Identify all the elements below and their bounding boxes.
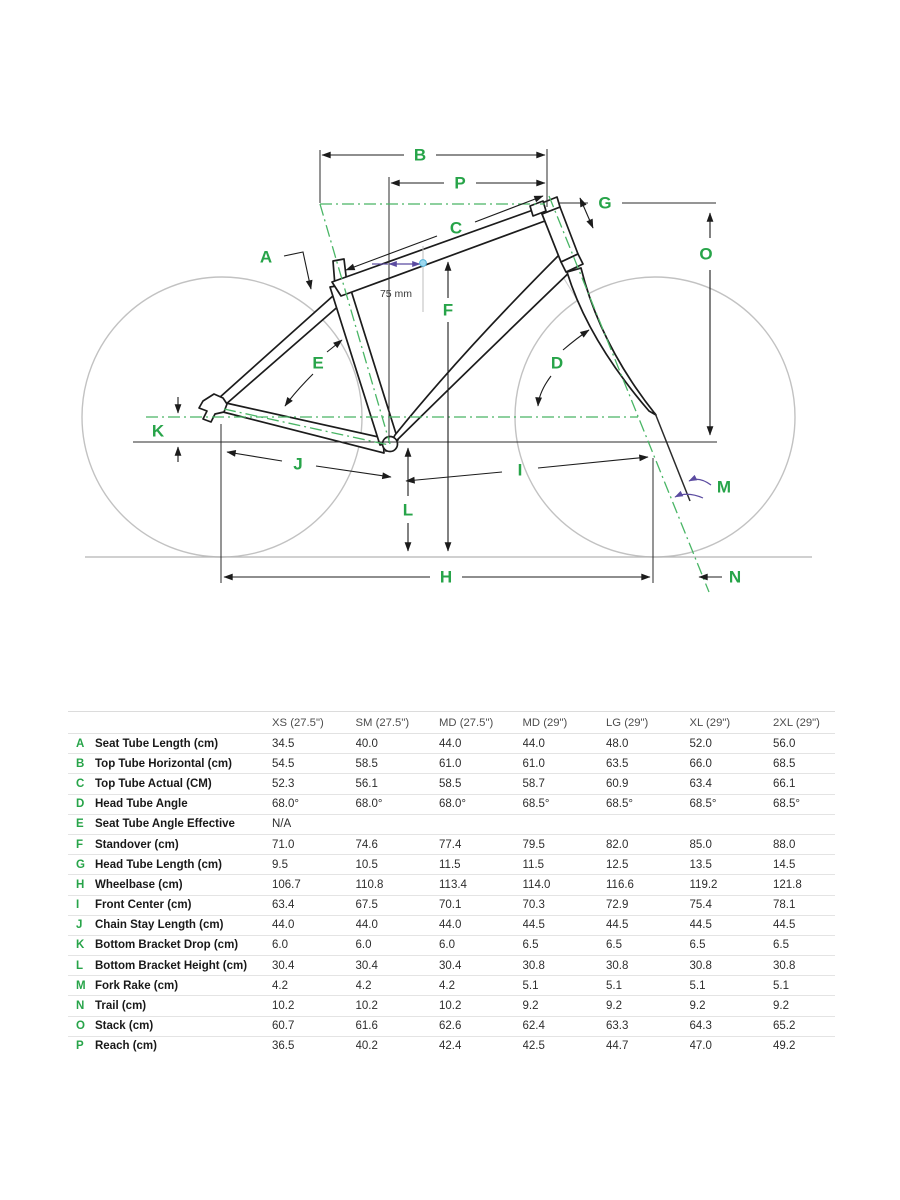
value-cell: 58.5 (439, 774, 523, 794)
row-label: Top Tube Horizontal (cm) (95, 754, 272, 774)
table-row (68, 855, 835, 875)
value-cell: 47.0 (689, 1040, 712, 1053)
size-column-header: LG (29") (606, 712, 690, 734)
value-cell: 54.5 (272, 754, 356, 774)
row-letter: N (68, 996, 95, 1016)
value-cell: 5.1 (523, 976, 607, 996)
offset-75mm-label: 75 mm (379, 288, 413, 300)
label-e-angle-arrow (285, 374, 313, 406)
value-cell: 61.6 (356, 1016, 440, 1036)
dim-label-a: A (259, 247, 273, 267)
value-cell: 12.5 (606, 855, 690, 875)
value-cell: 72.9 (606, 895, 690, 915)
dim-label-h: H (439, 567, 453, 587)
value-cell: 52.0 (690, 734, 774, 754)
size-column-header: 2XL (29") (773, 712, 835, 734)
row-label: Stack (cm) (95, 1016, 272, 1036)
value-cell (606, 814, 690, 834)
value-cell: 68.5° (523, 794, 607, 814)
row-label: Head Tube Angle (95, 794, 272, 814)
head-tube (542, 207, 578, 262)
value-cell: 9.2 (690, 996, 774, 1016)
dim-label-c: C (449, 218, 463, 238)
row-label: Top Tube Actual (CM) (95, 774, 272, 794)
row-letter: I (68, 895, 95, 915)
dim-label-o: O (699, 244, 713, 264)
value-cell: 40.2 (355, 1040, 378, 1053)
value-cell: 68.0° (272, 794, 356, 814)
fork-rake-pointer-1 (689, 479, 711, 485)
value-cell: 36.5 (272, 1040, 295, 1053)
offset-marker-dot (420, 260, 427, 267)
dim-label-n: N (728, 567, 742, 587)
value-cell: 56.0 (773, 734, 835, 754)
value-cell: 5.1 (606, 976, 690, 996)
value-cell: 116.6 (606, 875, 690, 895)
value-cell: 110.8 (356, 875, 440, 895)
row-letter: C (68, 774, 95, 794)
value-cell: 9.2 (773, 996, 835, 1016)
row-letter: E (68, 814, 95, 834)
row-label: Fork Rake (cm) (95, 976, 272, 996)
value-cell: 121.8 (773, 875, 835, 895)
value-cell: 66.0 (690, 754, 774, 774)
table-corner-cell (68, 712, 272, 734)
table-row (68, 1016, 835, 1036)
value-cell: 11.5 (439, 855, 523, 875)
row-label: Trail (cm) (95, 996, 272, 1016)
value-cell: 65.2 (773, 1016, 835, 1036)
seat-tube (330, 284, 398, 445)
table-row (68, 734, 835, 754)
value-cell: 114.0 (523, 875, 607, 895)
value-cell: 58.7 (523, 774, 607, 794)
dim-label-f: F (442, 300, 454, 320)
value-cell: 63.3 (606, 1016, 690, 1036)
value-cell: 66.1 (773, 774, 835, 794)
reference-lines (133, 149, 717, 583)
row-letter: J (68, 915, 95, 935)
value-cell: 68.0° (356, 794, 440, 814)
value-cell: 58.5 (356, 754, 440, 774)
value-cell: 9.2 (606, 996, 690, 1016)
value-cell: 63.4 (690, 774, 774, 794)
value-cell: 34.5 (272, 734, 356, 754)
label-d-angle-arrow-down (538, 376, 551, 406)
value-cell: 30.4 (272, 956, 356, 976)
value-cell: 42.5 (522, 1040, 545, 1053)
dim-label-l: L (402, 500, 414, 520)
row-letter: P (76, 1040, 84, 1053)
value-cell: 70.3 (523, 895, 607, 915)
value-cell: 60.9 (606, 774, 690, 794)
size-column-header: XS (27.5") (272, 712, 356, 734)
value-cell: 44.0 (272, 915, 356, 935)
value-cell: 44.0 (439, 734, 523, 754)
dim-label-k: K (151, 421, 165, 441)
value-cell: 9.2 (523, 996, 607, 1016)
value-cell: 42.4 (439, 1040, 462, 1053)
chain-stay (223, 403, 384, 453)
table-row (68, 996, 835, 1016)
value-cell: 44.0 (356, 915, 440, 935)
table-row (68, 976, 835, 996)
row-label: Standover (cm) (95, 834, 272, 854)
value-cell: 44.5 (690, 915, 774, 935)
value-cell: 44.7 (606, 1040, 629, 1053)
value-cell: 88.0 (773, 834, 835, 854)
dim-label-g: G (598, 193, 612, 213)
value-cell: 70.1 (439, 895, 523, 915)
value-cell: 13.5 (690, 855, 774, 875)
value-cell: 113.4 (439, 875, 523, 895)
value-cell: 30.8 (606, 956, 690, 976)
value-cell: 68.0° (439, 794, 523, 814)
value-cell: 40.0 (356, 734, 440, 754)
value-cell: 82.0 (606, 834, 690, 854)
value-cell: 10.2 (439, 996, 523, 1016)
front-wheel (515, 277, 795, 557)
row-letter: G (68, 855, 95, 875)
value-cell: 5.1 (690, 976, 774, 996)
value-cell: 6.0 (356, 935, 440, 955)
label-a-leader (284, 252, 311, 289)
table-row (68, 956, 835, 976)
value-cell: 9.5 (272, 855, 356, 875)
value-cell: 6.0 (439, 935, 523, 955)
row-letter: A (68, 734, 95, 754)
row-letter: K (68, 935, 95, 955)
row-letter: O (68, 1016, 95, 1036)
table-header-row (68, 712, 835, 734)
value-cell: 62.4 (523, 1016, 607, 1036)
dim-label-d: D (550, 353, 564, 373)
value-cell: 30.4 (356, 956, 440, 976)
value-cell: 30.8 (773, 956, 835, 976)
value-cell (523, 814, 607, 834)
value-cell: 14.5 (773, 855, 835, 875)
value-cell (439, 814, 523, 834)
value-cell: 85.0 (690, 834, 774, 854)
value-cell: 6.5 (773, 935, 835, 955)
value-cell: 44.0 (439, 915, 523, 935)
value-cell: 11.5 (523, 855, 607, 875)
row-letter: L (68, 956, 95, 976)
bike-frame (199, 197, 656, 453)
seat-stay (219, 295, 342, 405)
value-cell: 67.5 (356, 895, 440, 915)
value-cell: 30.4 (439, 956, 523, 976)
geometry-spec-table (68, 711, 835, 1056)
value-cell: 78.1 (773, 895, 835, 915)
dim-label-m: M (716, 477, 732, 497)
value-cell: N/A (272, 814, 356, 834)
top-tube (332, 205, 553, 296)
value-cell: 63.4 (272, 895, 356, 915)
value-cell: 5.1 (773, 976, 835, 996)
value-cell: 6.0 (272, 935, 356, 955)
fork-rake-offset-line (655, 413, 690, 501)
table-row (68, 814, 835, 834)
value-cell: 6.5 (523, 935, 607, 955)
value-cell (773, 814, 835, 834)
row-letter: H (68, 875, 95, 895)
value-cell: 68.5° (773, 794, 835, 814)
size-column-header: XL (29") (690, 712, 774, 734)
value-cell: 44.5 (523, 915, 607, 935)
size-column-header: MD (27.5") (439, 712, 523, 734)
value-cell: 71.0 (272, 834, 356, 854)
value-cell: 77.4 (439, 834, 523, 854)
value-cell: 30.8 (523, 956, 607, 976)
fork-blade (567, 268, 656, 415)
value-cell: 10.5 (356, 855, 440, 875)
rear-dropout (199, 394, 227, 422)
value-cell: 44.0 (523, 734, 607, 754)
value-cell: 44.5 (606, 915, 690, 935)
value-cell: 62.6 (439, 1016, 523, 1036)
row-label: Seat Tube Length (cm) (95, 734, 272, 754)
size-column-header: MD (29") (523, 712, 607, 734)
value-cell: 48.0 (606, 734, 690, 754)
down-tube (386, 251, 576, 451)
table-row (68, 834, 835, 854)
row-label: Reach (cm) (95, 1040, 157, 1053)
value-cell: 4.2 (272, 976, 356, 996)
value-cell: 64.3 (690, 1016, 774, 1036)
row-label: Head Tube Length (cm) (95, 855, 272, 875)
size-column-header: SM (27.5") (356, 712, 440, 734)
value-cell: 10.2 (272, 996, 356, 1016)
value-cell: 68.5° (690, 794, 774, 814)
table-row (68, 875, 835, 895)
value-cell: 6.5 (690, 935, 774, 955)
table-row (68, 895, 835, 915)
dim-label-b: B (413, 145, 427, 165)
value-cell: 44.5 (773, 915, 835, 935)
row-label: Wheelbase (cm) (95, 875, 272, 895)
value-cell: 6.5 (606, 935, 690, 955)
row-label: Front Center (cm) (95, 895, 272, 915)
table-row (68, 1036, 835, 1056)
value-cell: 4.2 (356, 976, 440, 996)
label-d-angle-arrow-up (563, 330, 589, 350)
value-cell: 68.5 (773, 754, 835, 774)
value-cell: 74.6 (356, 834, 440, 854)
geometry-table (68, 711, 835, 1056)
row-letter: B (68, 754, 95, 774)
value-cell: 119.2 (690, 875, 774, 895)
value-cell: 10.2 (356, 996, 440, 1016)
dim-label-p: P (454, 173, 466, 193)
value-cell: 68.5° (606, 794, 690, 814)
row-letter: D (68, 794, 95, 814)
value-cell: 79.5 (523, 834, 607, 854)
dim-label-i: I (517, 460, 523, 480)
value-cell: 4.2 (439, 976, 523, 996)
row-letter: F (68, 834, 95, 854)
value-cell: 106.7 (272, 875, 356, 895)
value-cell: 60.7 (272, 1016, 356, 1036)
table-row (68, 935, 835, 955)
row-label: Seat Tube Angle Effective (95, 814, 272, 834)
dim-label-e: E (312, 353, 324, 373)
value-cell: 52.3 (272, 774, 356, 794)
table-row (68, 774, 835, 794)
table-row (68, 754, 835, 774)
value-cell (690, 814, 774, 834)
value-cell (356, 814, 440, 834)
value-cell: 63.5 (606, 754, 690, 774)
table-row (68, 915, 835, 935)
value-cell: 56.1 (356, 774, 440, 794)
value-cell: 75.4 (690, 895, 774, 915)
row-label: Chain Stay Length (cm) (95, 915, 272, 935)
value-cell: 49.2 (773, 1040, 796, 1053)
value-cell: 61.0 (439, 754, 523, 774)
row-label: Bottom Bracket Drop (cm) (95, 935, 272, 955)
label-e-leader (327, 340, 342, 352)
dim-label-j: J (293, 454, 303, 474)
row-label: Bottom Bracket Height (cm) (95, 956, 272, 976)
value-cell: 30.8 (690, 956, 774, 976)
row-letter: M (68, 976, 95, 996)
value-cell: 61.0 (523, 754, 607, 774)
table-row (68, 794, 835, 814)
